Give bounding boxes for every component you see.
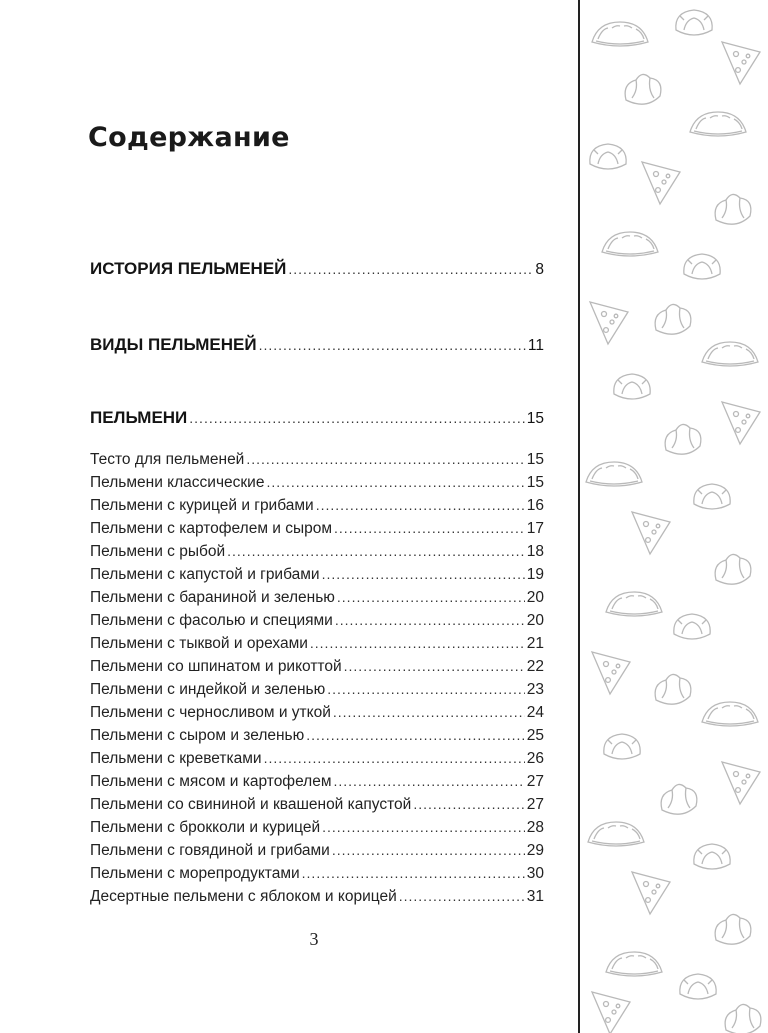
toc-section-label: ВИДЫ ПЕЛЬМЕНЕЙ	[90, 335, 257, 354]
toc-entry[interactable]	[90, 727, 544, 749]
dot-leader	[259, 337, 526, 353]
dot-leader	[302, 865, 525, 881]
toc-section-types[interactable]	[90, 335, 544, 357]
toc-entry[interactable]	[90, 520, 544, 542]
dot-leader	[333, 704, 525, 720]
toc-entry-label: Пельмени с картофелем и сыром	[90, 520, 333, 537]
toc-entry-page: 28	[526, 819, 544, 836]
toc-entry[interactable]	[90, 497, 544, 519]
toc-entry-page: 17	[526, 520, 544, 537]
toc-entry[interactable]	[90, 635, 544, 657]
pattern-tiles	[586, 10, 761, 1033]
toc-entry-page: 31	[526, 888, 544, 905]
toc-entry[interactable]	[90, 612, 544, 634]
toc-entry-label: Пельмени с черносливом и уткой	[90, 704, 331, 721]
toc-entry-page: 20	[526, 589, 544, 606]
toc-entry[interactable]	[90, 543, 544, 565]
toc-entry-page: 20	[526, 612, 544, 629]
toc-entry-page: 18	[526, 543, 544, 560]
dot-leader	[288, 261, 533, 277]
dot-leader	[322, 819, 525, 835]
toc-entry-page: 24	[526, 704, 544, 721]
toc-entry-label: Пельмени с тыквой и орехами	[90, 635, 308, 652]
dumpling-pattern	[580, 0, 768, 1033]
dot-leader	[316, 497, 525, 513]
toc-entry-page: 27	[526, 773, 544, 790]
toc-entry-page: 16	[526, 497, 544, 514]
toc-entry-page: 22	[526, 658, 544, 675]
toc-entry-label: Пельмени с бараниной и зеленью	[90, 589, 335, 606]
toc-entry-label: Пельмени с фасолью и специями	[90, 612, 333, 629]
dumpling-pattern-graphic	[580, 0, 768, 1033]
toc-section-label: ПЕЛЬМЕНИ	[90, 408, 188, 427]
dot-leader	[227, 543, 525, 559]
toc-entry-label: Пельмени с говядиной и грибами	[90, 842, 330, 859]
toc-entry-label: Десертные пельмени с яблоком и корицей	[90, 888, 397, 905]
toc-entry[interactable]	[90, 451, 544, 473]
toc-entry-label: Пельмени с креветками	[90, 750, 262, 767]
toc-entry[interactable]	[90, 474, 544, 496]
toc-entry-label: Пельмени с брокколи и курицей	[90, 819, 321, 836]
toc-entry-page: 29	[526, 842, 544, 859]
toc-entry[interactable]	[90, 796, 544, 818]
toc-entry-label: Пельмени с курицей и грибами	[90, 497, 314, 514]
dot-leader	[332, 842, 525, 858]
dot-leader	[310, 635, 525, 651]
dot-leader	[327, 681, 525, 697]
dot-leader	[399, 888, 525, 904]
toc-entry-label: Пельмени с морепродуктами	[90, 865, 300, 882]
dot-leader	[334, 773, 525, 789]
toc-section-page: 8	[535, 261, 544, 278]
toc-entry[interactable]	[90, 681, 544, 703]
toc-entry-page: 15	[526, 474, 544, 491]
toc-section-label: ИСТОРИЯ ПЕЛЬМЕНЕЙ	[90, 259, 287, 278]
dot-leader	[189, 410, 524, 426]
dot-leader	[266, 474, 524, 490]
dot-leader	[264, 750, 525, 766]
toc-entry[interactable]	[90, 819, 544, 841]
toc-entry-page: 21	[526, 635, 544, 652]
toc-entry-label: Пельмени со свининой и квашеной капустой	[90, 796, 412, 813]
toc-entry-page: 26	[526, 750, 544, 767]
dot-leader	[335, 612, 525, 628]
toc-section-pelmeni[interactable]	[90, 408, 544, 430]
toc-entry-page: 30	[526, 865, 544, 882]
toc-entry[interactable]	[90, 773, 544, 795]
toc-entry[interactable]	[90, 704, 544, 726]
toc-section-page: 11	[527, 337, 544, 354]
dot-leader	[322, 566, 525, 582]
toc-entry-page: 23	[526, 681, 544, 698]
toc-entry-label: Пельмени с мясом и картофелем	[90, 773, 332, 790]
page-number: 3	[309, 929, 319, 949]
dot-leader	[246, 451, 524, 467]
dot-leader	[337, 589, 525, 605]
toc-entry[interactable]	[90, 658, 544, 680]
toc-entry-page: 25	[526, 727, 544, 744]
toc-entry-page: 27	[526, 796, 544, 813]
toc-entry-page: 15	[526, 451, 544, 468]
toc-entry[interactable]	[90, 750, 544, 772]
toc-entry-label: Пельмени классические	[90, 474, 265, 491]
dot-leader	[334, 520, 525, 536]
toc-entry[interactable]	[90, 566, 544, 588]
toc-entry[interactable]	[90, 842, 544, 864]
toc-entry[interactable]	[90, 865, 544, 887]
toc-entry-label: Пельмени с капустой и грибами	[90, 566, 320, 583]
toc-entry-page: 19	[526, 566, 544, 583]
toc-entry-label: Пельмени с рыбой	[90, 543, 226, 560]
toc-entry-label: Пельмени со шпинатом и рикоттой	[90, 658, 342, 675]
toc-entry-label: Пельмени с индейкой и зеленью	[90, 681, 326, 698]
dot-leader	[413, 796, 524, 812]
toc-entry[interactable]	[90, 888, 544, 910]
dot-leader	[344, 658, 525, 674]
page-title: Содержание	[88, 122, 290, 153]
toc-entry[interactable]	[90, 589, 544, 611]
toc-entry-label: Тесто для пельменей	[90, 451, 245, 468]
toc-section-page: 15	[526, 410, 544, 427]
toc-section-history[interactable]	[90, 259, 544, 281]
dot-leader	[306, 727, 525, 743]
toc-entry-label: Пельмени с сыром и зеленью	[90, 727, 305, 744]
